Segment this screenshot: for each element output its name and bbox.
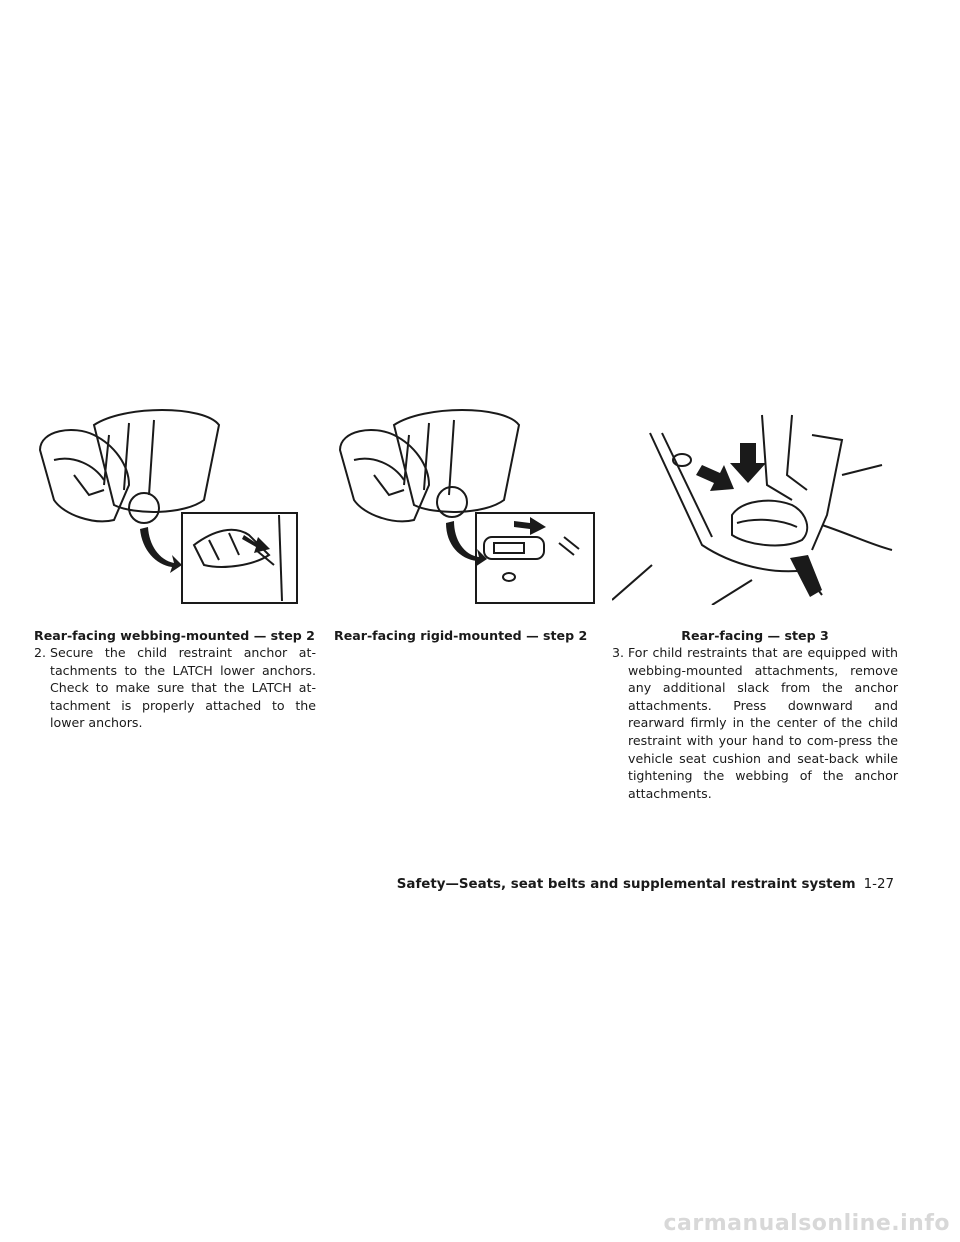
illustration-rigid-mounted-drawing: [334, 405, 616, 605]
caption-step-3: Rear-facing — step 3: [681, 628, 829, 643]
illustration-step-3: [612, 405, 898, 605]
step-2-text: Secure the child restraint anchor at-tachments to the LATCH lower anchors. Check to make sure that the LATCH at-tachment is properly attached to the lower anchors.: [50, 645, 316, 731]
illustration-step-3-drawing: [612, 405, 898, 605]
step-3-text: For child restraints that are equipped with webbing-mounted attachments, remove any additional slack from the anchor attachments. Press downward and rearward firmly in the center of the child restraint with your hand to com-press the vehicle seat cushion and seat-back while tightening the webbing of the anchor attachments.: [628, 645, 898, 801]
column-webbing-mounted: [34, 405, 316, 732]
column-step-3: [612, 405, 898, 802]
column-rigid-mounted: [334, 405, 616, 644]
illustration-rigid-mounted: [334, 405, 616, 605]
illustration-webbing-mounted: [34, 405, 316, 605]
step-3-number: 3.: [612, 645, 625, 660]
page-footer: [397, 877, 894, 892]
page-number: 1-27: [863, 877, 894, 892]
section-title: Safety—Seats, seat belts and supplemental restraint system: [396, 877, 856, 892]
step-3-paragraph: [612, 644, 898, 802]
step-2-paragraph: [34, 644, 316, 732]
step-2-number: 2.: [34, 645, 47, 660]
caption-webbing-mounted: Rear-facing webbing-mounted — step 2: [34, 628, 315, 643]
caption-rigid-mounted: Rear-facing rigid-mounted — step 2: [334, 628, 588, 643]
illustration-webbing-mounted-drawing: [34, 405, 316, 605]
watermark: carmanualsonline.info: [663, 1211, 950, 1236]
